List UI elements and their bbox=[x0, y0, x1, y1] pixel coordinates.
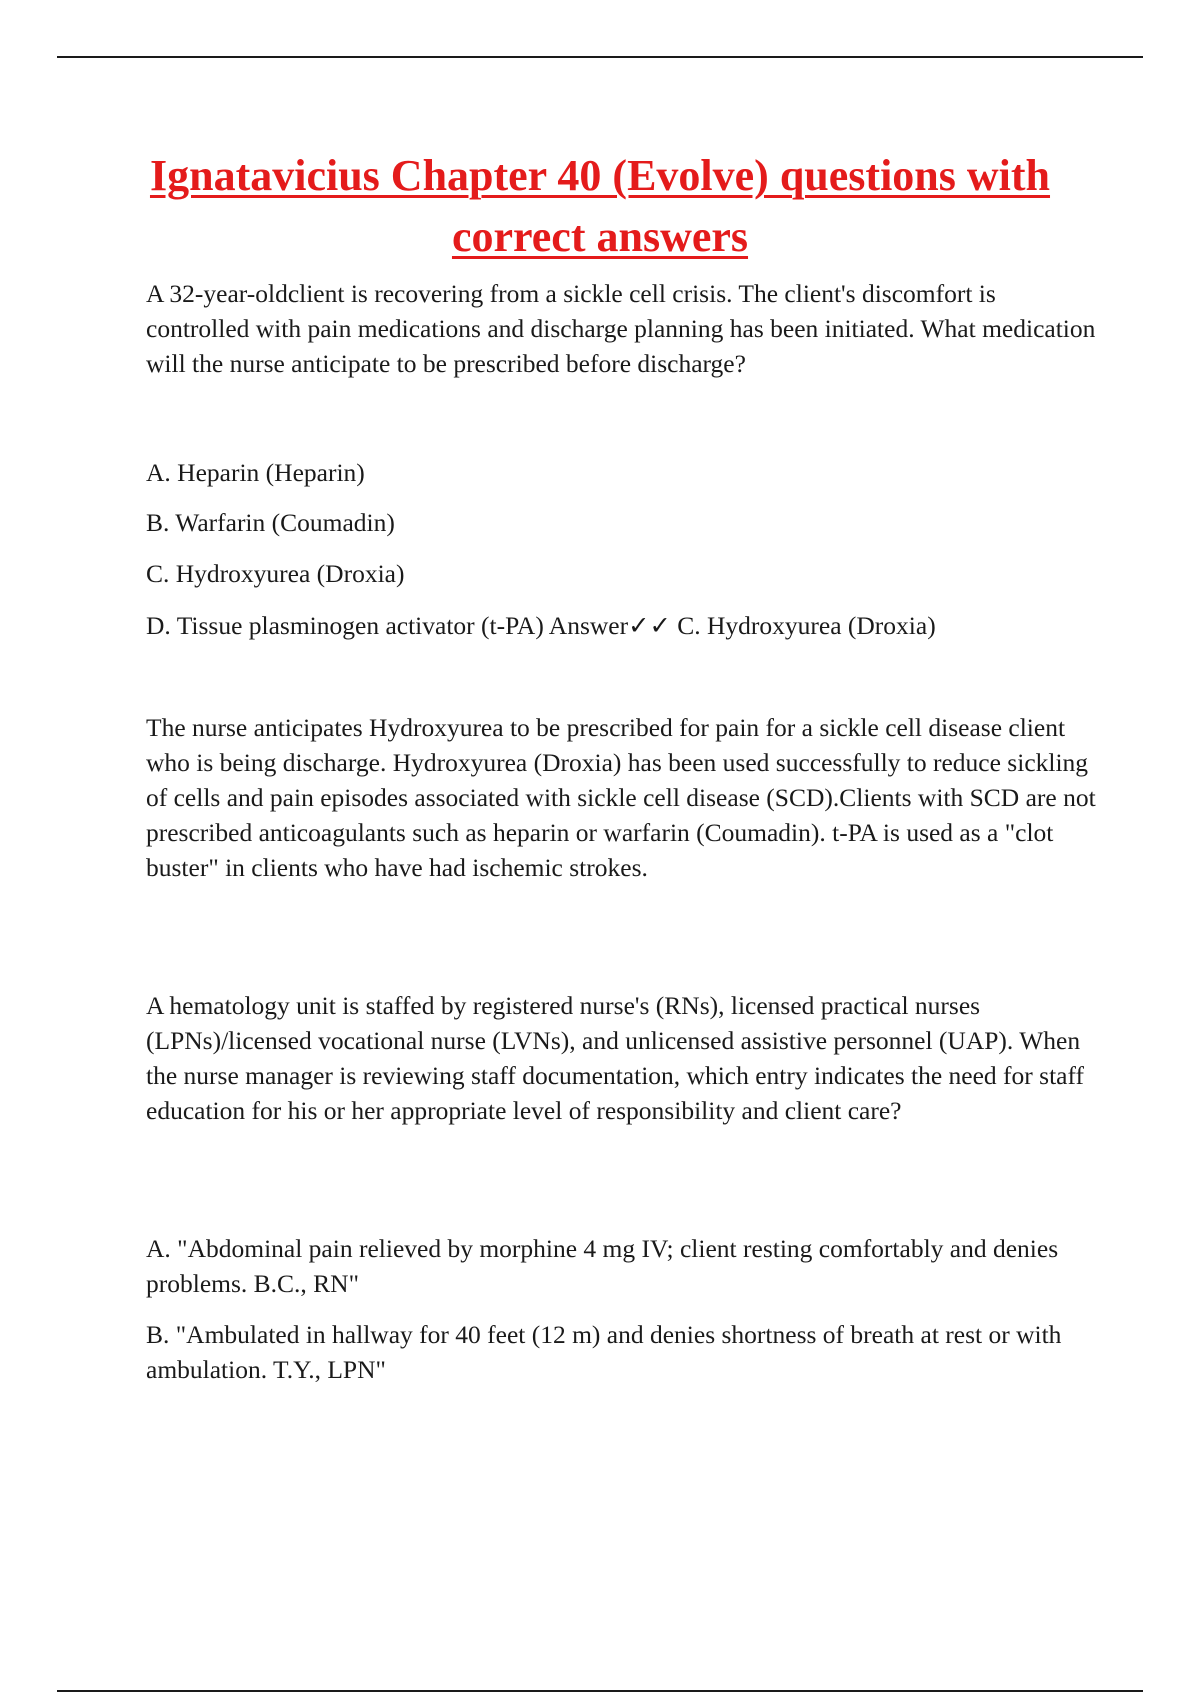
question-1-stem: A 32-year-oldclient is recovering from a sickle cell crisis. The client's discomfort is controlled with pain medications and discharge planning has been initiated. What medication will the nurse anticipate to be prescribed before discharge? bbox=[146, 279, 1096, 378]
question-1-option-a: A. Heparin (Heparin) bbox=[146, 458, 365, 487]
question-2-option-b: B. "Ambulated in hallway for 40 feet (12 m) and denies shortness of breath at rest or with ambulation. T.Y., LPN" bbox=[146, 1320, 1062, 1384]
question-1-rationale: The nurse anticipates Hydroxyurea to be prescribed for pain for a sickle cell disease client who is being discharge. Hydroxyurea (Droxia) has been used successfully to reduce sickling of cells and pain episodes associated with sickle cell disease (SCD).Clients with SCD are not prescribed anticoagulants such as heparin or warfarin (Coumadin). t-PA is used as a "clot buster" in clients who have had ischemic strokes. bbox=[146, 713, 1096, 882]
question-2-option-a: A. "Abdominal pain relieved by morphine 4 mg IV; client resting comfortably and denies problems. B.C., RN" bbox=[146, 1234, 1059, 1298]
bottom-divider bbox=[57, 1690, 1143, 1692]
question-1-option-c: C. Hydroxyurea (Droxia) bbox=[146, 559, 405, 588]
question-1-option-d-answer: D. Tissue plasminogen activator (t-PA) Answer✓✓ C. Hydroxyurea (Droxia) bbox=[146, 611, 936, 640]
question-1-option-b: B. Warfarin (Coumadin) bbox=[146, 508, 395, 537]
top-divider bbox=[57, 56, 1143, 58]
question-2-stem: A hematology unit is staffed by registered nurse's (RNs), licensed practical nurses (LPNs)/licensed vocational nurse (LVNs), and unlicensed assistive personnel (UAP). When the nurse manager is reviewing staff documentation, which entry indicates the need for staff education for his or her appropriate level of responsibility and client care? bbox=[146, 991, 1084, 1125]
page-title: Ignatavicius Chapter 40 (Evolve) questions with correct answers bbox=[149, 151, 1051, 261]
